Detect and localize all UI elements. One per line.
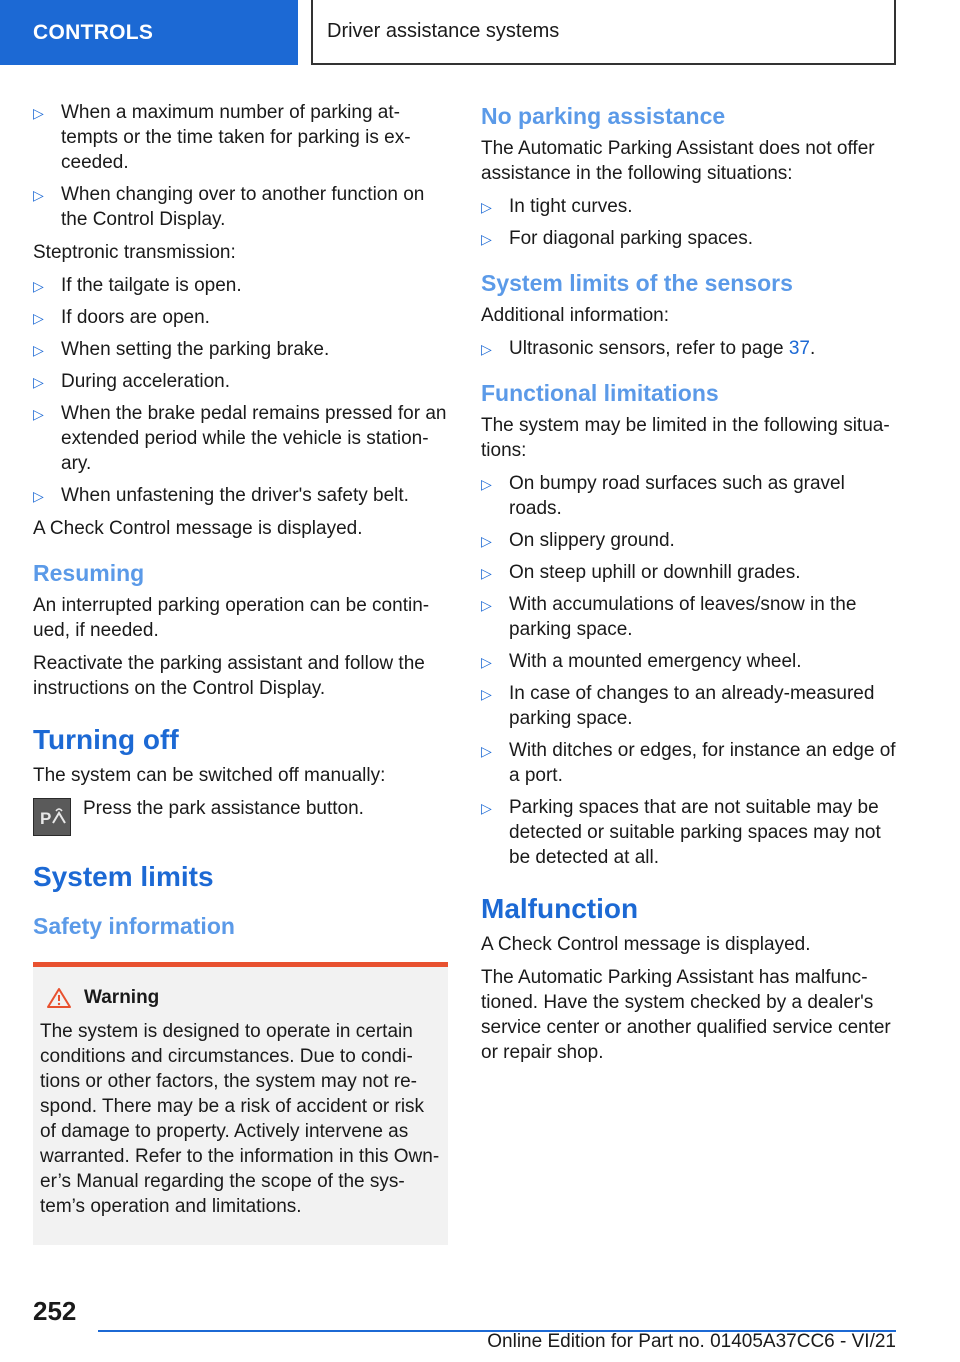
park-button-instruction bbox=[33, 796, 448, 838]
chapter-title: Driver assistance systems bbox=[327, 20, 560, 42]
warning-triangle-icon bbox=[46, 987, 72, 1009]
list-item: ▷ Parking spaces that are not suitable may be detected or suitable parking spaces may not be detected at all. bbox=[481, 797, 881, 868]
list-item: ▷ With accumulations of leaves/snow in the parking space. bbox=[481, 594, 857, 640]
cancel-conditions-list bbox=[33, 100, 448, 232]
triangle-bullet-icon: ▷ bbox=[481, 800, 492, 816]
system-limits-heading: System limits bbox=[33, 861, 214, 892]
malfunction-paragraph-2: The Automatic Parking Assistant has malfunctioned. Have the system checked by a dealer's service center or another qualified service center or repair shop. bbox=[481, 967, 891, 1063]
triangle-bullet-icon: ▷ bbox=[481, 654, 492, 670]
right-column bbox=[481, 100, 896, 1073]
functional-limitations-paragraph: The system may be limited in the following situations: bbox=[481, 415, 890, 461]
warning-title-row bbox=[40, 987, 440, 1009]
safety-information-heading: Safety information bbox=[33, 913, 235, 939]
list-item: ▷ For diagonal parking spaces. bbox=[481, 226, 896, 251]
triangle-bullet-icon: ▷ bbox=[481, 341, 492, 357]
warning-title: Warning bbox=[84, 987, 160, 1008]
triangle-bullet-icon: ▷ bbox=[33, 105, 44, 121]
section-tab bbox=[0, 0, 298, 65]
steptronic-list bbox=[33, 273, 448, 508]
no-parking-paragraph: The Automatic Parking Assistant does not offer assistance in the following situations: bbox=[481, 138, 875, 184]
list-item: ▷ When a maximum number of parking attempts or the time taken for parking is exceeded. bbox=[33, 102, 411, 173]
list-item: ▷ When changing over to another function on the Control Display. bbox=[33, 184, 425, 230]
no-parking-list bbox=[481, 194, 896, 251]
triangle-bullet-icon: ▷ bbox=[481, 743, 492, 759]
resuming-paragraph-1: An interrupted parking operation can be continued, if needed. bbox=[33, 595, 430, 641]
sensor-limits-heading: System limits of the sensors bbox=[481, 270, 793, 296]
page-reference-link[interactable]: 37 bbox=[788, 338, 810, 359]
resuming-heading: Resuming bbox=[33, 560, 145, 586]
svg-text:P: P bbox=[40, 809, 52, 828]
triangle-bullet-icon: ▷ bbox=[481, 686, 492, 702]
left-column bbox=[33, 100, 448, 1245]
triangle-bullet-icon: ▷ bbox=[481, 597, 492, 613]
park-button-text: Press the park assistance button. bbox=[83, 798, 364, 819]
chapter-header bbox=[311, 0, 896, 65]
list-item: ▷ On steep uphill or downhill grades. bbox=[481, 560, 896, 585]
list-item: ▷ If the tailgate is open. bbox=[33, 273, 448, 298]
triangle-bullet-icon: ▷ bbox=[33, 374, 44, 390]
triangle-bullet-icon: ▷ bbox=[481, 476, 492, 492]
triangle-bullet-icon: ▷ bbox=[33, 342, 44, 358]
triangle-bullet-icon: ▷ bbox=[33, 488, 44, 504]
list-item: ▷ In tight curves. bbox=[481, 194, 896, 219]
section-title: CONTROLS bbox=[33, 20, 154, 44]
no-parking-assistance-heading: No parking assistance bbox=[481, 103, 726, 129]
triangle-bullet-icon: ▷ bbox=[481, 533, 492, 549]
functional-limitations-heading: Functional limitations bbox=[481, 380, 719, 406]
triangle-bullet-icon: ▷ bbox=[33, 406, 44, 422]
edition-note: Online Edition for Part no. 01405A37CC6 - VI/21 bbox=[487, 1331, 896, 1352]
triangle-bullet-icon: ▷ bbox=[33, 187, 44, 203]
malfunction-heading: Malfunction bbox=[481, 893, 639, 924]
triangle-bullet-icon: ▷ bbox=[481, 231, 492, 247]
list-item: ▷ Ultrasonic sensors, refer to page 37. bbox=[481, 336, 896, 361]
list-item: ▷ When unfastening the driver's safety belt. bbox=[33, 483, 448, 508]
malfunction-paragraph-1: A Check Control message is displayed. bbox=[481, 934, 811, 955]
page-number: 252 bbox=[33, 1296, 77, 1326]
functional-limitations-list bbox=[481, 471, 896, 870]
steptronic-label: Steptronic transmission: bbox=[33, 242, 236, 263]
triangle-bullet-icon: ▷ bbox=[33, 278, 44, 294]
sensor-limits-list bbox=[481, 336, 896, 361]
list-item: ▷ On slippery ground. bbox=[481, 528, 896, 553]
list-item: ▷ In case of changes to an already-measured parking space. bbox=[481, 683, 875, 729]
sensor-limits-paragraph: Additional information: bbox=[481, 305, 669, 326]
warning-text: The system is designed to operate in certain conditions and circumstances. Due to conditions or other factors, the system may not respond. There may be a risk of accident or risk of damage to property. Actively intervene as warranted. Refer to the information in this Owner’s Manual regarding the scope of the system’s operation and limitations. bbox=[40, 1021, 440, 1217]
park-assist-button-icon bbox=[33, 798, 71, 836]
list-item: ▷ On bumpy road surfaces such as gravel roads. bbox=[481, 473, 845, 519]
list-item: ▷ With ditches or edges, for instance an edge of a port. bbox=[481, 740, 896, 786]
check-control-note: A Check Control message is displayed. bbox=[33, 518, 363, 539]
turning-off-heading: Turning off bbox=[33, 724, 179, 755]
list-item: ▷ If doors are open. bbox=[33, 305, 448, 330]
list-item: ▷ When setting the parking brake. bbox=[33, 337, 448, 362]
resuming-paragraph-2: Reactivate the parking assistant and follow the instructions on the Control Display. bbox=[33, 653, 425, 699]
warning-box bbox=[33, 962, 448, 1245]
triangle-bullet-icon: ▷ bbox=[33, 310, 44, 326]
triangle-bullet-icon: ▷ bbox=[481, 565, 492, 581]
list-item: ▷ With a mounted emergency wheel. bbox=[481, 649, 896, 674]
turning-off-paragraph: The system can be switched off manually: bbox=[33, 765, 386, 786]
list-item: ▷ During acceleration. bbox=[33, 369, 448, 394]
triangle-bullet-icon: ▷ bbox=[481, 199, 492, 215]
list-item: ▷ When the brake pedal remains pressed for an extended period while the vehicle is stationary. bbox=[33, 403, 447, 474]
